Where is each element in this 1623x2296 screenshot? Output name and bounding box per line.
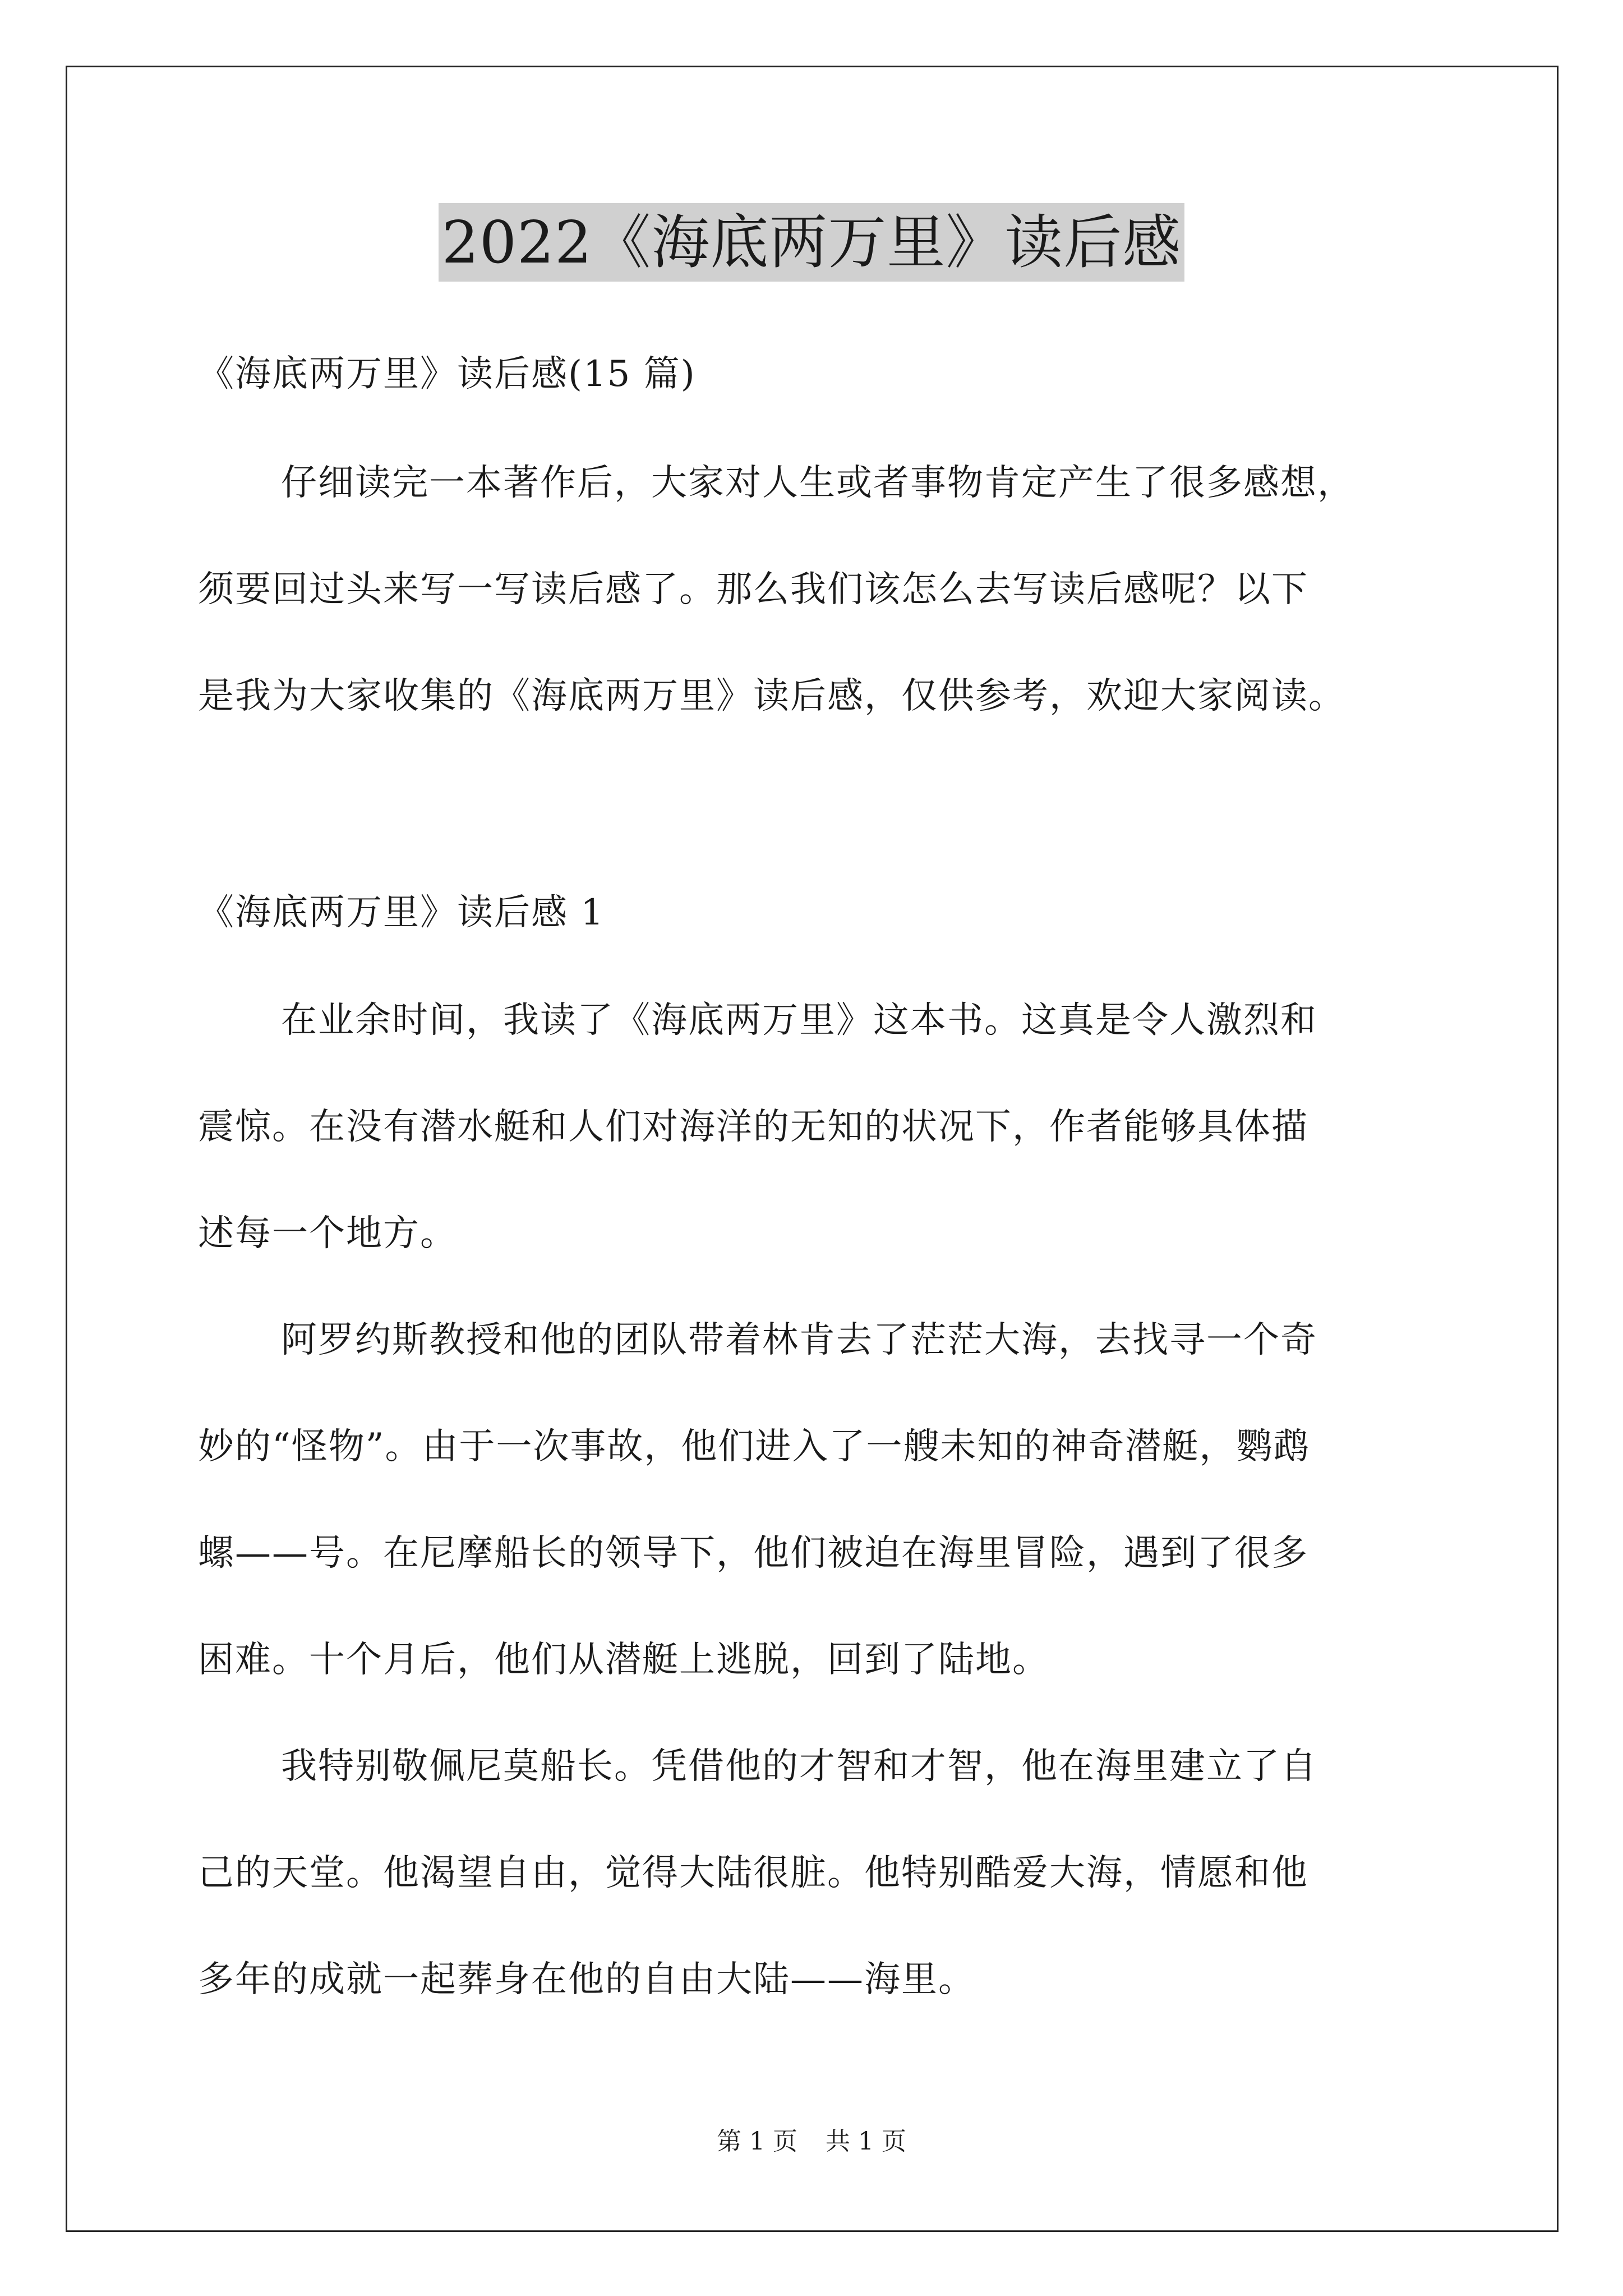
page-number-total: 共 1 页 bbox=[826, 2127, 906, 2156]
intro-line: 是我为大家收集的《海底两万里》读后感，仅供参考，欢迎大家阅读。 bbox=[198, 675, 1345, 717]
paragraph-line: 己的天堂。他渴望自由，觉得大陆很脏。他特别酷爱大海，情愿和他 bbox=[198, 1852, 1308, 1894]
paragraph-line: 螺——号。在尼摩船长的领导下，他们被迫在海里冒险，遇到了很多 bbox=[198, 1533, 1308, 1574]
document-subtitle: 《海底两万里》读后感(15 篇) bbox=[198, 353, 696, 395]
document-title: 2022《海底两万里》读后感 bbox=[439, 203, 1185, 282]
page-footer bbox=[0, 2125, 1623, 2159]
paragraph-line: 震惊。在没有潜水艇和人们对海洋的无知的状况下，作者能够具体描 bbox=[198, 1106, 1308, 1148]
page-number-current: 第 1 页 bbox=[717, 2127, 797, 2156]
paragraph-line: 我特别敬佩尼莫船长。凭借他的才智和才智，他在海里建立了自 bbox=[281, 1746, 1317, 1787]
paragraph-line: 阿罗约斯教授和他的团队带着林肯去了茫茫大海，去找寻一个奇 bbox=[281, 1319, 1317, 1361]
section-heading: 《海底两万里》读后感 1 bbox=[198, 892, 605, 933]
paragraph-line: 困难。十个月后，他们从潜艇上逃脱，回到了陆地。 bbox=[198, 1639, 1049, 1681]
paragraph-line: 多年的成就一起葬身在他的自由大陆——海里。 bbox=[198, 1959, 975, 2000]
intro-line: 仔细读完一本著作后，大家对人生或者事物肯定产生了很多感想， bbox=[281, 462, 1354, 504]
title-container bbox=[0, 203, 1623, 282]
paragraph-line: 妙的“怪物”。由于一次事故，他们进入了一艘未知的神奇潜艇，鹦鹉 bbox=[198, 1426, 1311, 1467]
paragraph-line: 在业余时间，我读了《海底两万里》这本书。这真是令人激烈和 bbox=[281, 1000, 1317, 1041]
paragraph-line: 述每一个地方。 bbox=[198, 1213, 457, 1254]
intro-line: 须要回过头来写一写读后感了。那么我们该怎么去写读后感呢？以下 bbox=[198, 569, 1308, 610]
